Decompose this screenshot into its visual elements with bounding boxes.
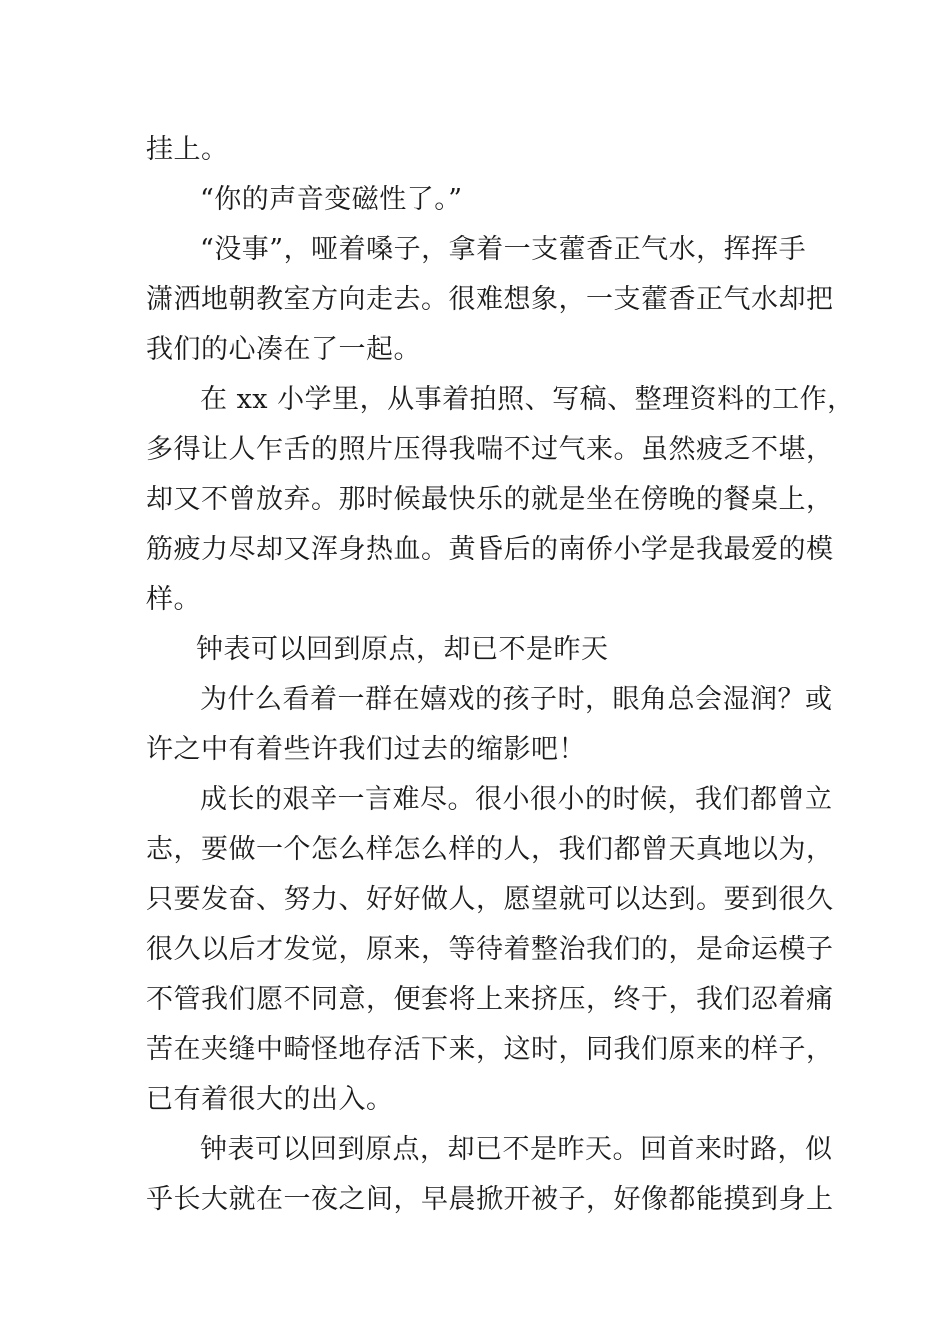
text-line: 为什么看着一群在嬉戏的孩子时，眼角总会湿润？或 bbox=[200, 684, 833, 715]
text-line: “没事”，哑着嗓子，拿着一支藿香正气水，挥挥手 bbox=[200, 234, 807, 265]
section-heading: 钟表可以回到原点，却已不是昨天 bbox=[196, 634, 609, 665]
text-line: 很久以后才发觉，原来，等待着整治我们的，是命运模子 bbox=[146, 934, 834, 965]
text-line: 不管我们愿不同意，便套将上来挤压，终于，我们忍着痛 bbox=[146, 984, 834, 1015]
text-line: 我们的心凑在了一起。 bbox=[146, 334, 421, 365]
text-line: 却又不曾放弃。那时候最快乐的就是坐在傍晚的餐桌上， bbox=[146, 484, 834, 515]
text-line: 潇洒地朝教室方向走去。很难想象，一支藿香正气水却把 bbox=[146, 284, 834, 315]
text-line: 已有着很大的出入。 bbox=[146, 1084, 394, 1115]
text-line: 志，要做一个怎么样怎么样的人，我们都曾天真地以为， bbox=[146, 834, 834, 865]
text-line: 在 xx 小学里，从事着拍照、写稿、整理资料的工作， bbox=[200, 384, 855, 415]
text-line: “你的声音变磁性了。” bbox=[200, 184, 463, 215]
text-line: 成长的艰辛一言难尽。很小很小的时候，我们都曾立 bbox=[200, 784, 833, 815]
text-line: 样。 bbox=[146, 584, 201, 615]
text-line: 筋疲力尽却又浑身热血。黄昏后的南侨小学是我最爱的模 bbox=[146, 534, 834, 565]
text-line: 只要发奋、努力、好好做人，愿望就可以达到。要到很久 bbox=[146, 884, 834, 915]
text-line: 钟表可以回到原点，却已不是昨天。回首来时路，似 bbox=[200, 1134, 833, 1165]
text-line: 苦在夹缝中畸怪地存活下来，这时，同我们原来的样子， bbox=[146, 1034, 834, 1065]
text-line: 许之中有着些许我们过去的缩影吧！ bbox=[146, 734, 586, 765]
text-line: 乎长大就在一夜之间，早晨掀开被子，好像都能摸到身上 bbox=[146, 1184, 834, 1215]
text-line: 挂上。 bbox=[146, 134, 229, 165]
text-line: 多得让人乍舌的照片压得我喘不过气来。虽然疲乏不堪， bbox=[146, 434, 834, 465]
